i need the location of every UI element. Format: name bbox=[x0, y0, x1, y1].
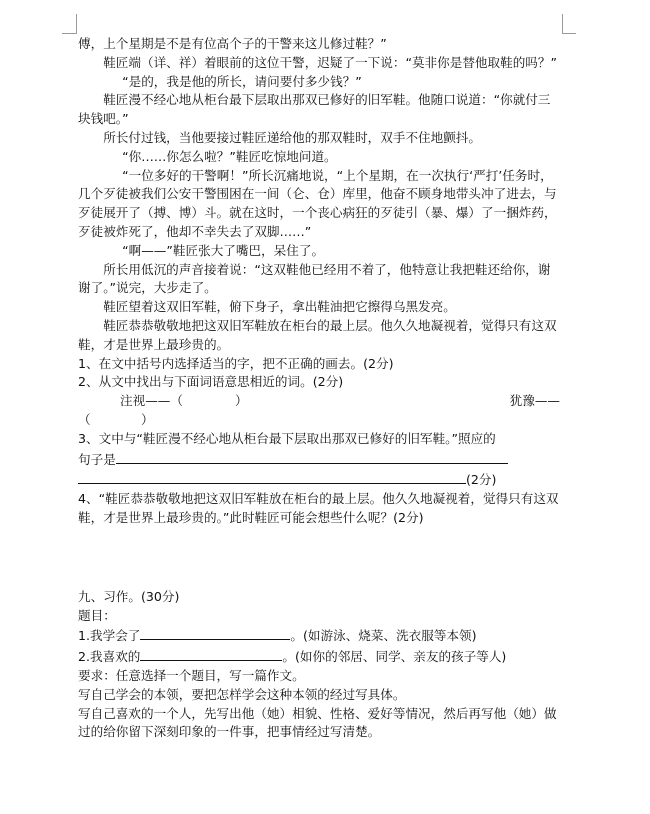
answer-blank-2[interactable]: （ ） bbox=[78, 411, 154, 427]
question-2-answers bbox=[78, 392, 560, 411]
passage-paragraph: 鞋匠漫不经心地从柜台最下层取出那双已修好的旧军鞋。他随口说道：“你就付三块钱吧。” bbox=[78, 92, 551, 127]
corner-mark-top-right-h bbox=[562, 33, 576, 34]
question-3-score: (2分) bbox=[466, 472, 497, 488]
topic-1-blank[interactable] bbox=[140, 625, 290, 640]
answer-line-1[interactable] bbox=[116, 449, 508, 464]
passage-line: 傅，上个星期是不是有位高个子的干警来这儿修过鞋？” bbox=[78, 36, 387, 51]
synonym-word-1: 注视——（ bbox=[120, 393, 183, 409]
synonym-close-1: ） bbox=[234, 393, 248, 409]
synonym-item-1 bbox=[78, 392, 248, 411]
question-3-label: 句子是 bbox=[78, 451, 116, 467]
corner-mark-top-left-h bbox=[62, 33, 76, 34]
document-body bbox=[78, 35, 560, 742]
corner-mark-top-left bbox=[76, 14, 77, 34]
passage-paragraph: 所长用低沉的声音接着说：“这双鞋他已经用不着了，他特意让我把鞋还给你，谢谢了。”说完，大步走了。 bbox=[78, 261, 551, 296]
corner-mark-top-right bbox=[562, 14, 563, 34]
passage-paragraph: 鞋匠恭恭敬敬地把这双旧军鞋放在柜台的最上层。他久久地凝视着，觉得只有这双鞋，才是世界上最珍贵的。 bbox=[78, 317, 557, 352]
composition-heading: 九、习作。(30分) bbox=[78, 588, 180, 604]
composition-requirement-1: 写自己学会的本领，要把怎样学会这种本领的经过写具体。 bbox=[78, 686, 406, 702]
question-1: 1、在文中括号内选择适当的字，把不正确的画去。(2分) bbox=[78, 355, 394, 371]
topic-1-suffix: 。(如游泳、烧菜、洗衣服等本领) bbox=[290, 628, 477, 644]
topic-1 bbox=[78, 625, 560, 646]
topic-2-prefix: 2.我喜欢的 bbox=[78, 649, 141, 665]
question-3: 3、文中与“鞋匠漫不经心地从柜台最下层取出那双已修好的旧军鞋。”照应的 bbox=[78, 430, 496, 446]
topic-label: 题目： bbox=[78, 607, 116, 623]
passage-paragraph: 鞋匠端（详、祥）着眼前的这位干警，迟疑了一下说：“莫非你是替他取鞋的吗？” bbox=[103, 54, 558, 70]
topic-1-prefix: 1.我学会了 bbox=[78, 628, 141, 644]
passage-paragraph: “一位多好的干警啊！”所长沉痛地说，“上个星期，在一次执行‘严打’任务时，几个歹徒被我们公安干警围困在一间（仑、仓）库里，他奋不顾身地带头冲了进去，与歹徒展开了（搏、博）斗。就在这时，一个丧心病狂的歹徒引（暴、爆）了一捆炸药，歹徒被炸死了，他却不幸失去了双脚……” bbox=[78, 167, 557, 239]
passage-paragraph: 鞋匠望着这双旧军鞋，俯下身子，拿出鞋油把它擦得乌黑发亮。 bbox=[103, 299, 456, 315]
question-3-answer-line bbox=[78, 449, 560, 470]
question-3-answer-line-2 bbox=[78, 469, 560, 490]
answer-line-2[interactable] bbox=[78, 469, 466, 484]
composition-requirement: 要求：任意选择一个题目，写一篇作文。 bbox=[78, 667, 305, 683]
passage-paragraph: “是的，我是他的所长，请问要付多少钱？” bbox=[122, 73, 362, 89]
question-2: 2、从文中找出与下面词语意思相近的词。(2分) bbox=[78, 374, 344, 390]
passage-paragraph: “啊——”鞋匠张大了嘴巴，呆住了。 bbox=[122, 242, 325, 258]
synonym-word-2: 犹豫—— bbox=[509, 393, 560, 409]
topic-2 bbox=[78, 646, 560, 667]
composition-requirement-2: 写自己喜欢的一个人，先写出他（她）相貌、性格、爱好等情况，然后再写他（她）做过的给你留下深刻印象的一件事，把事情经过写清楚。 bbox=[78, 705, 557, 740]
topic-2-blank[interactable] bbox=[140, 646, 282, 661]
passage-paragraph: 所长付过钱，当他要接过鞋匠递给他的那双鞋时，双手不住地颤抖。 bbox=[103, 129, 481, 145]
question-4: 4、“鞋匠恭恭敬敬地把这双旧军鞋放在柜台的最上层。他久久地凝视着，觉得只有这双鞋，才是世界上最珍贵的。”此时鞋匠可能会想些什么呢？(2分) bbox=[78, 491, 559, 525]
topic-2-suffix: 。(如你的邻居、同学、亲友的孩子等人) bbox=[282, 649, 507, 665]
passage-paragraph: “你……你怎么啦？”鞋匠吃惊地问道。 bbox=[122, 148, 337, 164]
